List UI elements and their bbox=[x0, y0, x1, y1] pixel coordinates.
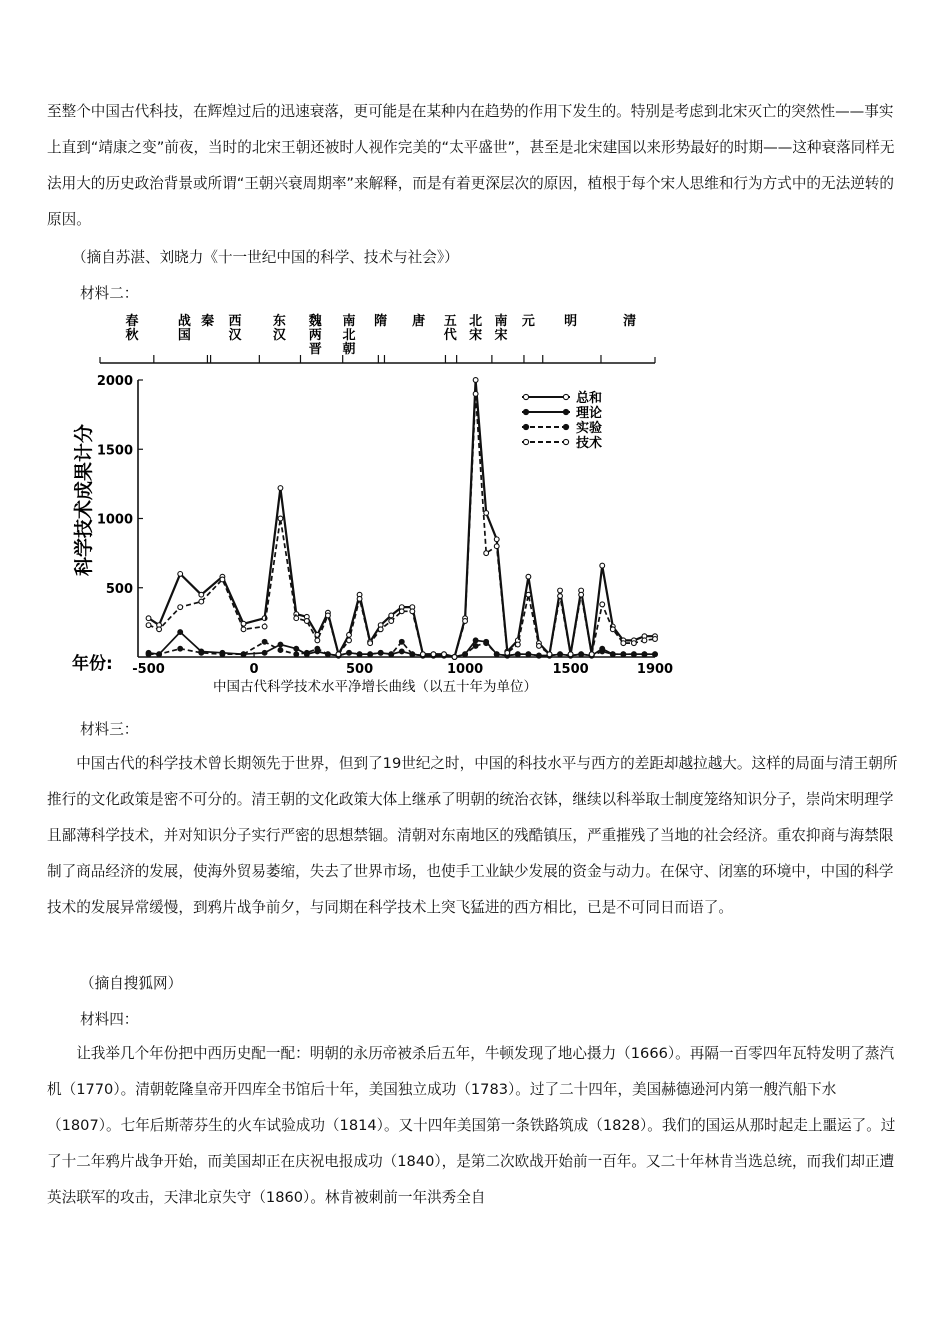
x-tick-label: 1500 bbox=[552, 662, 589, 677]
dynasty-label: 隋 bbox=[374, 314, 388, 329]
data-point bbox=[653, 637, 658, 642]
data-point bbox=[178, 605, 183, 610]
data-point bbox=[494, 544, 499, 549]
data-point bbox=[600, 563, 605, 568]
material3-text: 中国古代的科学技术曾长期领先于世界，但到了19世纪之时，中国的科技水平与西方的差距却越拉越大。这样的局面与清王朝所推行的文化政策是密不可分的。清王朝的文化政策大体上继承了明朝的统治衣钵，继续以科举取士制度笼络知识分子，崇尚宋明理学且鄙薄科学技术，并对知识分子实行严密的思想禁锢。清朝对东南地区的残酷镇压，严重摧残了当地的社会经济。重农抑商与海禁限制了商品经济的发展，使海外贸易萎缩，失去了世界市场，也使手工业缺少发展的资金与动力。在保守、闭塞的环境中，中国的科学技术的发展异常缓慢，到鸦片战争前夕，与同期在科学技术上突飞猛进的西方相比，已是不可同日而语了。 bbox=[47, 755, 898, 916]
material4-text: 让我举几个年份把中西历史配一配：明朝的永历帝被杀后五年，牛顿发现了地心摄力（1666）。再隔一百零四年瓦特发明了蒸汽机（1770）。清朝乾隆皇帝开四库全书馆后十年，美国独立成功（1783）。过了二十四年，美国赫德逊河内第一艘汽船下水（1807）。七年后斯蒂芬生的火车试验成功（1814）。又十四年美国第一条铁路筑成（1828）。我们的国运从那时起走上噩运了。过了十二年鸦片战争开始，而美国却正在庆祝电报成功（1840），是第二次欧战开始前一百年。又二十年林肯当选总统，而我们却正遭英法联军的攻击，天津北京失守（1860）。林肯被刺前一年洪秀全自 bbox=[47, 1045, 896, 1206]
data-point bbox=[178, 630, 183, 635]
data-point bbox=[610, 627, 615, 632]
data-point bbox=[526, 652, 531, 657]
legend-marker bbox=[523, 409, 528, 414]
dynasty-label: 清 bbox=[623, 314, 637, 329]
data-point bbox=[199, 650, 204, 655]
dynasty-label: 南北朝 bbox=[342, 314, 356, 357]
x-tick-label: 0 bbox=[249, 662, 259, 677]
data-point bbox=[463, 652, 468, 657]
data-point bbox=[262, 650, 267, 655]
data-point bbox=[278, 486, 283, 491]
data-point bbox=[294, 646, 299, 651]
material1-source: （摘自苏湛、刘晓力《十一世纪中国的科学、技术与社会》） bbox=[72, 249, 459, 266]
legend-marker bbox=[523, 394, 528, 399]
data-point bbox=[600, 602, 605, 607]
data-point bbox=[315, 646, 320, 651]
data-point bbox=[621, 641, 626, 646]
data-point bbox=[526, 574, 531, 579]
data-point bbox=[294, 616, 299, 621]
data-point bbox=[368, 652, 373, 657]
science-chart bbox=[60, 305, 680, 705]
data-point bbox=[621, 652, 626, 657]
x-tick-label: -500 bbox=[132, 662, 165, 677]
data-point bbox=[241, 627, 246, 632]
data-point bbox=[326, 652, 331, 657]
data-point bbox=[631, 641, 636, 646]
chart-legend bbox=[522, 390, 602, 451]
dynasty-label: 南宋 bbox=[494, 314, 508, 343]
data-point bbox=[399, 639, 404, 644]
data-point bbox=[568, 652, 573, 657]
data-point bbox=[146, 616, 151, 621]
data-point bbox=[199, 599, 204, 604]
data-point bbox=[600, 649, 605, 654]
chart-svg bbox=[60, 305, 680, 705]
data-point bbox=[241, 652, 246, 657]
data-point bbox=[515, 652, 520, 657]
data-point bbox=[473, 378, 478, 383]
data-point bbox=[431, 652, 436, 657]
data-point bbox=[347, 650, 352, 655]
y-tick-label: 1000 bbox=[96, 512, 133, 528]
material3-label: 材料三： bbox=[80, 721, 139, 738]
data-point bbox=[452, 655, 457, 660]
data-point bbox=[631, 652, 636, 657]
data-point bbox=[347, 638, 352, 643]
data-point bbox=[473, 391, 478, 396]
dynasty-label: 唐 bbox=[412, 314, 426, 329]
data-point bbox=[537, 653, 542, 658]
y-axis-label: 科学技术成果计分 bbox=[73, 423, 95, 577]
data-point bbox=[463, 619, 468, 624]
data-point bbox=[326, 613, 331, 618]
data-point bbox=[442, 652, 447, 657]
material3-source: （摘自搜狐网） bbox=[80, 975, 183, 992]
data-point bbox=[278, 516, 283, 521]
y-tick-label: 2000 bbox=[96, 374, 133, 389]
data-point bbox=[410, 609, 415, 614]
data-point bbox=[410, 652, 415, 657]
legend-marker bbox=[523, 424, 528, 429]
data-point bbox=[642, 652, 647, 657]
data-point bbox=[146, 623, 151, 628]
dynasty-label: 魏两晋 bbox=[308, 314, 322, 357]
data-point bbox=[262, 624, 267, 629]
dynasty-label: 北宋 bbox=[469, 314, 483, 343]
data-point bbox=[378, 627, 383, 632]
data-point bbox=[558, 652, 563, 657]
data-point bbox=[357, 652, 362, 657]
data-point bbox=[220, 577, 225, 582]
data-point bbox=[526, 592, 531, 597]
legend-marker bbox=[523, 439, 528, 444]
data-point bbox=[336, 652, 341, 657]
data-point bbox=[484, 551, 489, 556]
x-tick-label: 500 bbox=[346, 662, 374, 677]
data-point bbox=[378, 650, 383, 655]
data-point bbox=[146, 652, 151, 657]
data-point bbox=[178, 646, 183, 651]
data-point bbox=[537, 644, 542, 649]
data-point bbox=[315, 638, 320, 643]
x-tick-label: 1900 bbox=[636, 662, 674, 677]
material1-text: 至整个中国古代科技，在辉煌过后的迅速衰落，更可能是在某种内在趋势的作用下发生的。特别是考虑到北宋灭亡的突然性——事实上直到“靖康之变”前夜，当时的北宋王朝还被时人视作完美的“太平盛世”，甚至是北宋建国以来形势最好的时期——这种衰落同样无法用大的历史政治背景或所谓“王朝兴衰周期率”来解释，而是有着更深层次的原因，植根于每个宋人思维和行为方式中的无法逆转的原因。 bbox=[47, 103, 895, 228]
material4-label: 材料四： bbox=[80, 1011, 139, 1028]
data-point bbox=[389, 613, 394, 618]
data-point bbox=[642, 638, 647, 643]
data-point bbox=[399, 649, 404, 654]
x-axis-prefix: 年份: bbox=[72, 654, 113, 674]
dynasty-label: 秦 bbox=[201, 314, 215, 329]
legend-marker bbox=[563, 439, 568, 444]
data-point bbox=[558, 588, 563, 593]
chart-caption: 中国古代科学技术水平净增长曲线（以五十年为单位） bbox=[213, 679, 537, 695]
data-point bbox=[304, 650, 309, 655]
data-point bbox=[473, 644, 478, 649]
data-point bbox=[505, 650, 510, 655]
data-point bbox=[653, 652, 658, 657]
data-point bbox=[494, 537, 499, 542]
data-point bbox=[579, 592, 584, 597]
data-point bbox=[157, 652, 162, 657]
dynasty-label: 五代 bbox=[443, 314, 457, 343]
data-point bbox=[484, 511, 489, 516]
dynasty-label: 东汉 bbox=[272, 314, 286, 343]
data-point bbox=[515, 642, 520, 647]
legend-label: 理论 bbox=[576, 406, 603, 421]
data-point bbox=[558, 594, 563, 599]
legend-label: 总和 bbox=[576, 391, 603, 406]
legend-label: 实验 bbox=[576, 421, 603, 436]
data-point bbox=[399, 609, 404, 614]
data-point bbox=[178, 572, 183, 577]
data-point bbox=[473, 638, 478, 643]
dynasty-label: 春秋 bbox=[125, 314, 139, 343]
data-point bbox=[579, 652, 584, 657]
data-point bbox=[357, 596, 362, 601]
legend-marker bbox=[563, 424, 568, 429]
data-point bbox=[389, 619, 394, 624]
data-point bbox=[278, 642, 283, 647]
material2-label: 材料二： bbox=[80, 285, 139, 302]
data-point bbox=[389, 652, 394, 657]
data-point bbox=[304, 619, 309, 624]
data-point bbox=[420, 652, 425, 657]
y-tick-label: 500 bbox=[105, 581, 133, 597]
data-point bbox=[220, 652, 225, 657]
data-point bbox=[278, 648, 283, 653]
data-point bbox=[494, 652, 499, 657]
dynasty-label: 元 bbox=[521, 314, 535, 329]
legend-label: 技术 bbox=[576, 436, 603, 451]
data-point bbox=[610, 652, 615, 657]
dynasty-label: 明 bbox=[564, 314, 578, 329]
data-point bbox=[262, 639, 267, 644]
dynasty-timeline bbox=[100, 313, 655, 363]
data-point bbox=[199, 592, 204, 597]
data-point bbox=[547, 652, 552, 657]
data-point bbox=[294, 652, 299, 657]
data-point bbox=[484, 641, 489, 646]
dynasty-label: 战国 bbox=[177, 314, 191, 343]
data-point bbox=[368, 641, 373, 646]
dynasty-label: 西汉 bbox=[228, 314, 242, 343]
y-tick-label: 1500 bbox=[96, 443, 133, 459]
legend-marker bbox=[563, 409, 568, 414]
legend-marker bbox=[563, 394, 568, 399]
data-point bbox=[157, 627, 162, 632]
x-tick-label: 1000 bbox=[446, 662, 484, 677]
data-point bbox=[589, 652, 594, 657]
